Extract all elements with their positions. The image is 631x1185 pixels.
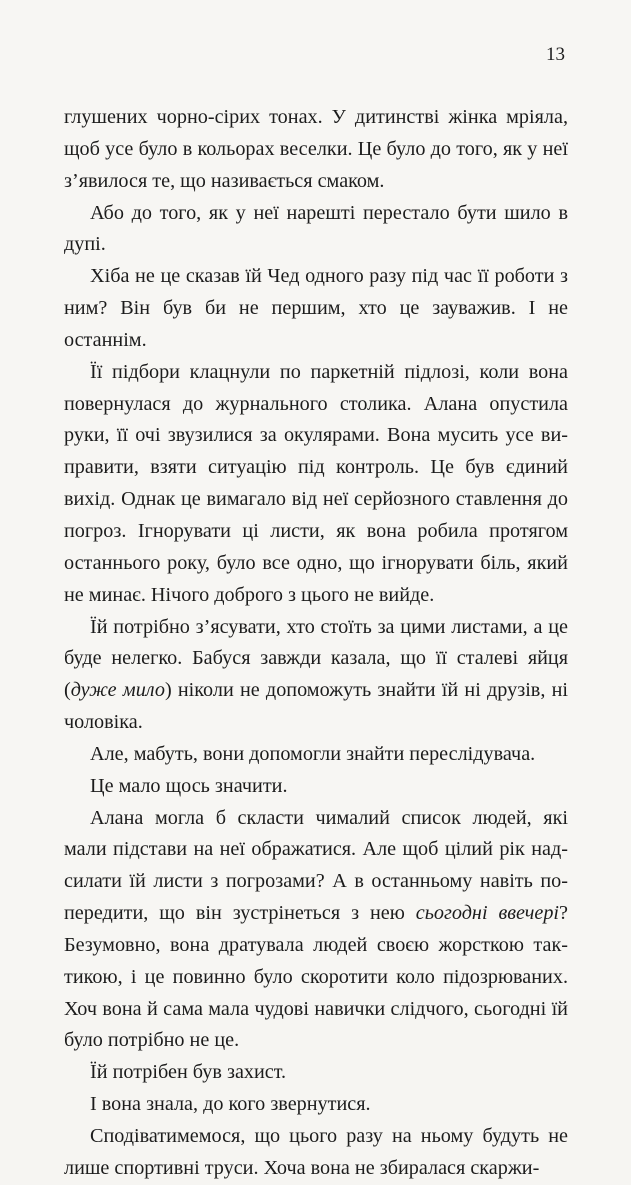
- paragraph-text: Але, мабуть, вони допомогли знайти переслідувача.: [90, 742, 536, 765]
- paragraph-text: Її підбори клацнули по паркетній підлозі, коли вона повернулася до журнального столика. Алана опустила руки, її очі звузилися за окулярами. Вона мусить усе виправити, взяти ситуацію під контроль. Це був єдиний вихід. Однак це вимагало від неї серйозного ставлення до погроз. Ігнорувати ці листи, як вона робила протягом останнього року, було все одно, що ігнорувати біль, який не минає. Нічого доброго з цього не вийде.: [64, 360, 568, 606]
- paragraph-text: Їй потрібно з’ясувати, хто стоїть за цими листами, а це буде нелегко. Бабуся завжди казала, що її сталеві яйця (: [64, 615, 568, 702]
- paragraph-text: Або до того, як у неї нарешті перестало бути шило в дупі.: [64, 201, 568, 256]
- paragraph-1: [64, 102, 568, 198]
- body-text: [64, 102, 568, 1185]
- paragraph-10: [64, 1089, 568, 1121]
- italic-text: дуже мило: [70, 679, 165, 702]
- paragraph-11: [64, 1121, 568, 1185]
- paragraph-4: [64, 357, 568, 612]
- paragraph-text: ) ніколи не допоможуть знайти їй ні друзів, ні чоловіка.: [64, 679, 568, 734]
- page-number: 13: [546, 44, 565, 65]
- paragraph-6: [64, 739, 568, 771]
- paragraph-7: [64, 771, 568, 803]
- paragraph-text: ? Безумовно, вона дратувала людей своєю жорсткою тактикою, і це повинно було скоротити коло підозрюваних. Хоч вона й сама мала чудові навички слідчого, сьогодні їй було потрібно не це.: [64, 902, 568, 1052]
- paragraph-text: Алана могла б скласти чималий список людей, які мали підстави на неї ображатися. Але щоб цілий рік надсилати їй листи з погрозами? А в останньому навіть попередити, що він зустрінеться з нею: [64, 806, 568, 925]
- paragraph-9: [64, 1057, 568, 1089]
- paragraph-2: [64, 198, 568, 262]
- paragraph-text: І вона знала, до кого звернутися.: [90, 1093, 371, 1116]
- paragraph-text: Їй потрібен був захист.: [90, 1061, 287, 1084]
- paragraph-text: Хіба не це сказав їй Чед одного разу під час її роботи з ним? Він був би не першим, хто це зауважив. І не останнім.: [64, 265, 568, 351]
- paragraph-8: [64, 803, 568, 1058]
- paragraph-5: [64, 612, 568, 739]
- paragraph-text: Це мало щось значити.: [90, 774, 288, 797]
- italic-text: сьогодні ввечері: [415, 902, 560, 925]
- paragraph-text: Сподіватимемося, що цього разу на ньому будуть не лише спортивні труси. Хоча вона не збиралася скаржи-: [64, 1125, 568, 1179]
- paragraph-text: глушених чорно-сірих тонах. У дитинстві жінка мріяла, щоб усе було в кольорах веселки. Це було до того, як у неї з’явилося те, що називається смаком.: [64, 106, 568, 192]
- paragraph-3: [64, 261, 568, 357]
